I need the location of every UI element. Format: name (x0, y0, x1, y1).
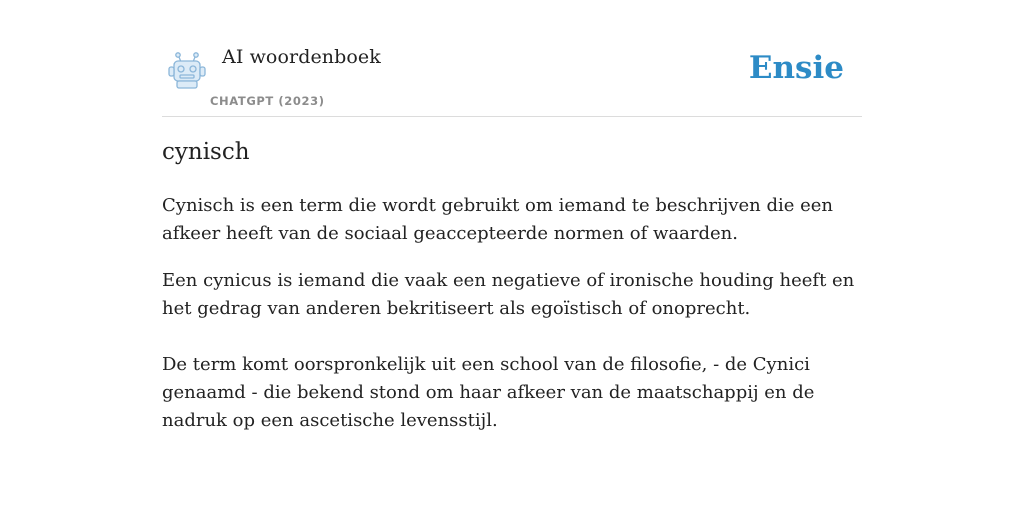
definition-paragraph: Een cynicus is iemand die vaak een negatieve of ironische houding heeft en het gedrag van anderen bekritiseert als egoïstisch of onoprecht. (162, 270, 855, 319)
definition-paragraph: De term komt oorspronkelijk uit een school van de filosofie, - de Cynici genaamd - die bekend stond om haar afkeer van de maatschappij en de nadruk op een ascetische levensstijl. (162, 354, 815, 431)
entry-header (162, 36, 862, 117)
headword: cynisch (162, 139, 250, 165)
dictionary-title[interactable]: AI woordenboek (222, 46, 381, 68)
robot-icon (166, 50, 208, 92)
definition-paragraph: Cynisch is een term die wordt gebruikt om iemand te beschrijven die een afkeer heeft van de sociaal geaccepteerde normen of waarden. (162, 195, 834, 244)
definition-body (162, 192, 862, 435)
brand-logo-link[interactable]: Ensie (748, 50, 844, 86)
source-attribution: CHATGPT (2023) (210, 94, 325, 108)
